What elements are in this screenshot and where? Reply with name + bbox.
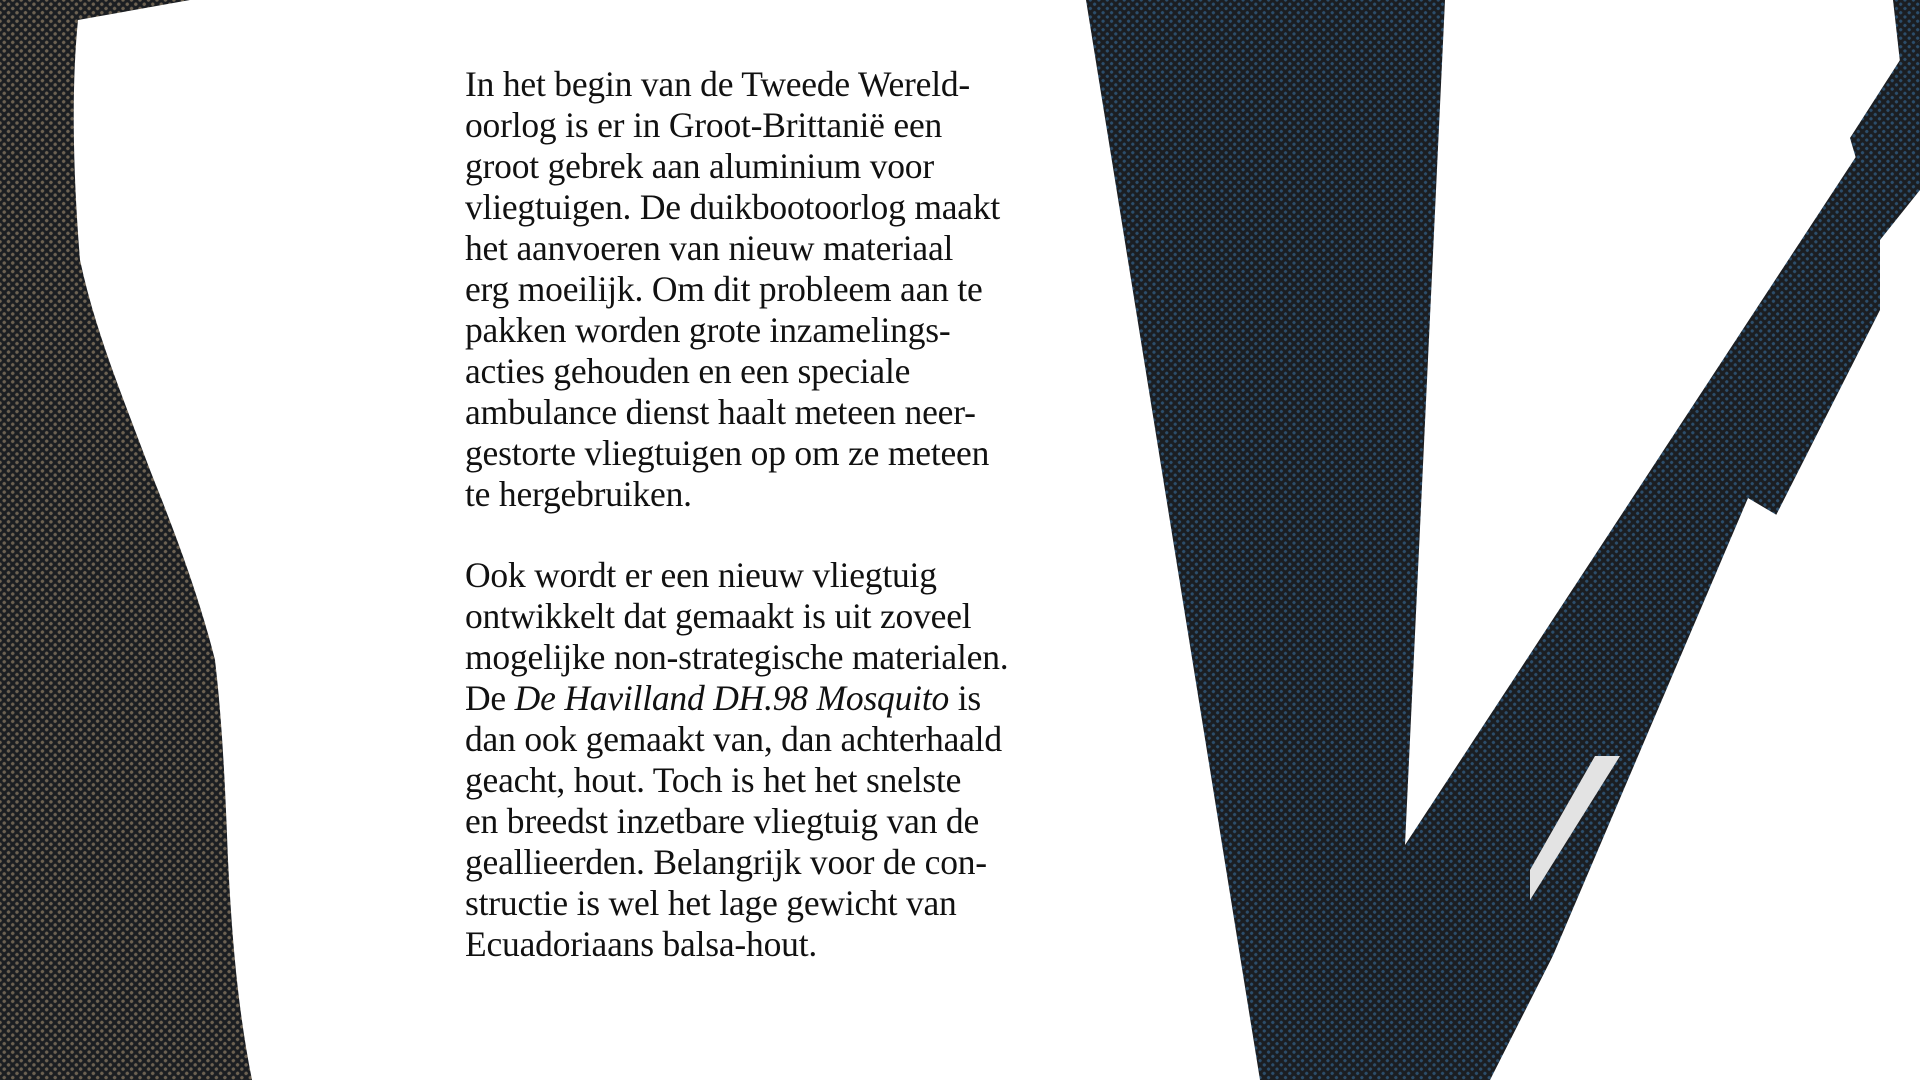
text-line: vliegtuigen. De duikbootoorlog maakt	[465, 187, 1001, 227]
text-line: erg moeilijk. Om dit probleem aan te	[465, 269, 983, 309]
text-line: te hergebruiken.	[465, 474, 692, 514]
text-line: In het begin van de Tweede Wereld-	[465, 64, 971, 104]
text-line: en breedst inzetbare vliegtuig van de	[465, 801, 980, 841]
text-line: gestorte vliegtuigen op om ze meteen	[465, 433, 990, 473]
text-line: mogelijke non-strategische materialen.	[465, 637, 1009, 677]
text-line: structie is wel het lage gewicht van	[465, 883, 957, 923]
text-line-with-italic	[465, 678, 1045, 719]
text-line: oorlog is er in Groot-Brittanië een	[465, 105, 943, 145]
text-line: het aanvoeren van nieuw materiaal	[465, 228, 954, 268]
text-line: geacht, hout. Toch is het het snelste	[465, 760, 962, 800]
text-line: groot gebrek aan aluminium voor	[465, 146, 934, 186]
paragraph-spacer	[465, 515, 1045, 555]
text-fragment: is	[949, 678, 982, 718]
text-line: dan ook gemaakt van, dan achterhaald	[465, 719, 1002, 759]
text-line: Ecuadoriaans balsa-hout.	[465, 924, 818, 964]
text-line: Ook wordt er een nieuw vliegtuig	[465, 555, 937, 595]
text-line: acties gehouden en een speciale	[465, 351, 911, 391]
text-line: ontwikkelt dat gemaakt is uit zoveel	[465, 596, 972, 636]
paragraph-2	[465, 555, 1045, 965]
text-line: pakken worden grote inzamelings-	[465, 310, 951, 350]
left-halftone-shape	[0, 0, 252, 1080]
text-fragment: De	[465, 678, 515, 718]
text-line: geallieerden. Belangrijk voor de con-	[465, 842, 987, 882]
paragraph-1	[465, 64, 1045, 515]
text-line: ambulance dienst haalt meteen neer-	[465, 392, 976, 432]
article-text	[465, 64, 1045, 965]
aircraft-name: De Havilland DH.98 Mosquito	[514, 678, 950, 718]
